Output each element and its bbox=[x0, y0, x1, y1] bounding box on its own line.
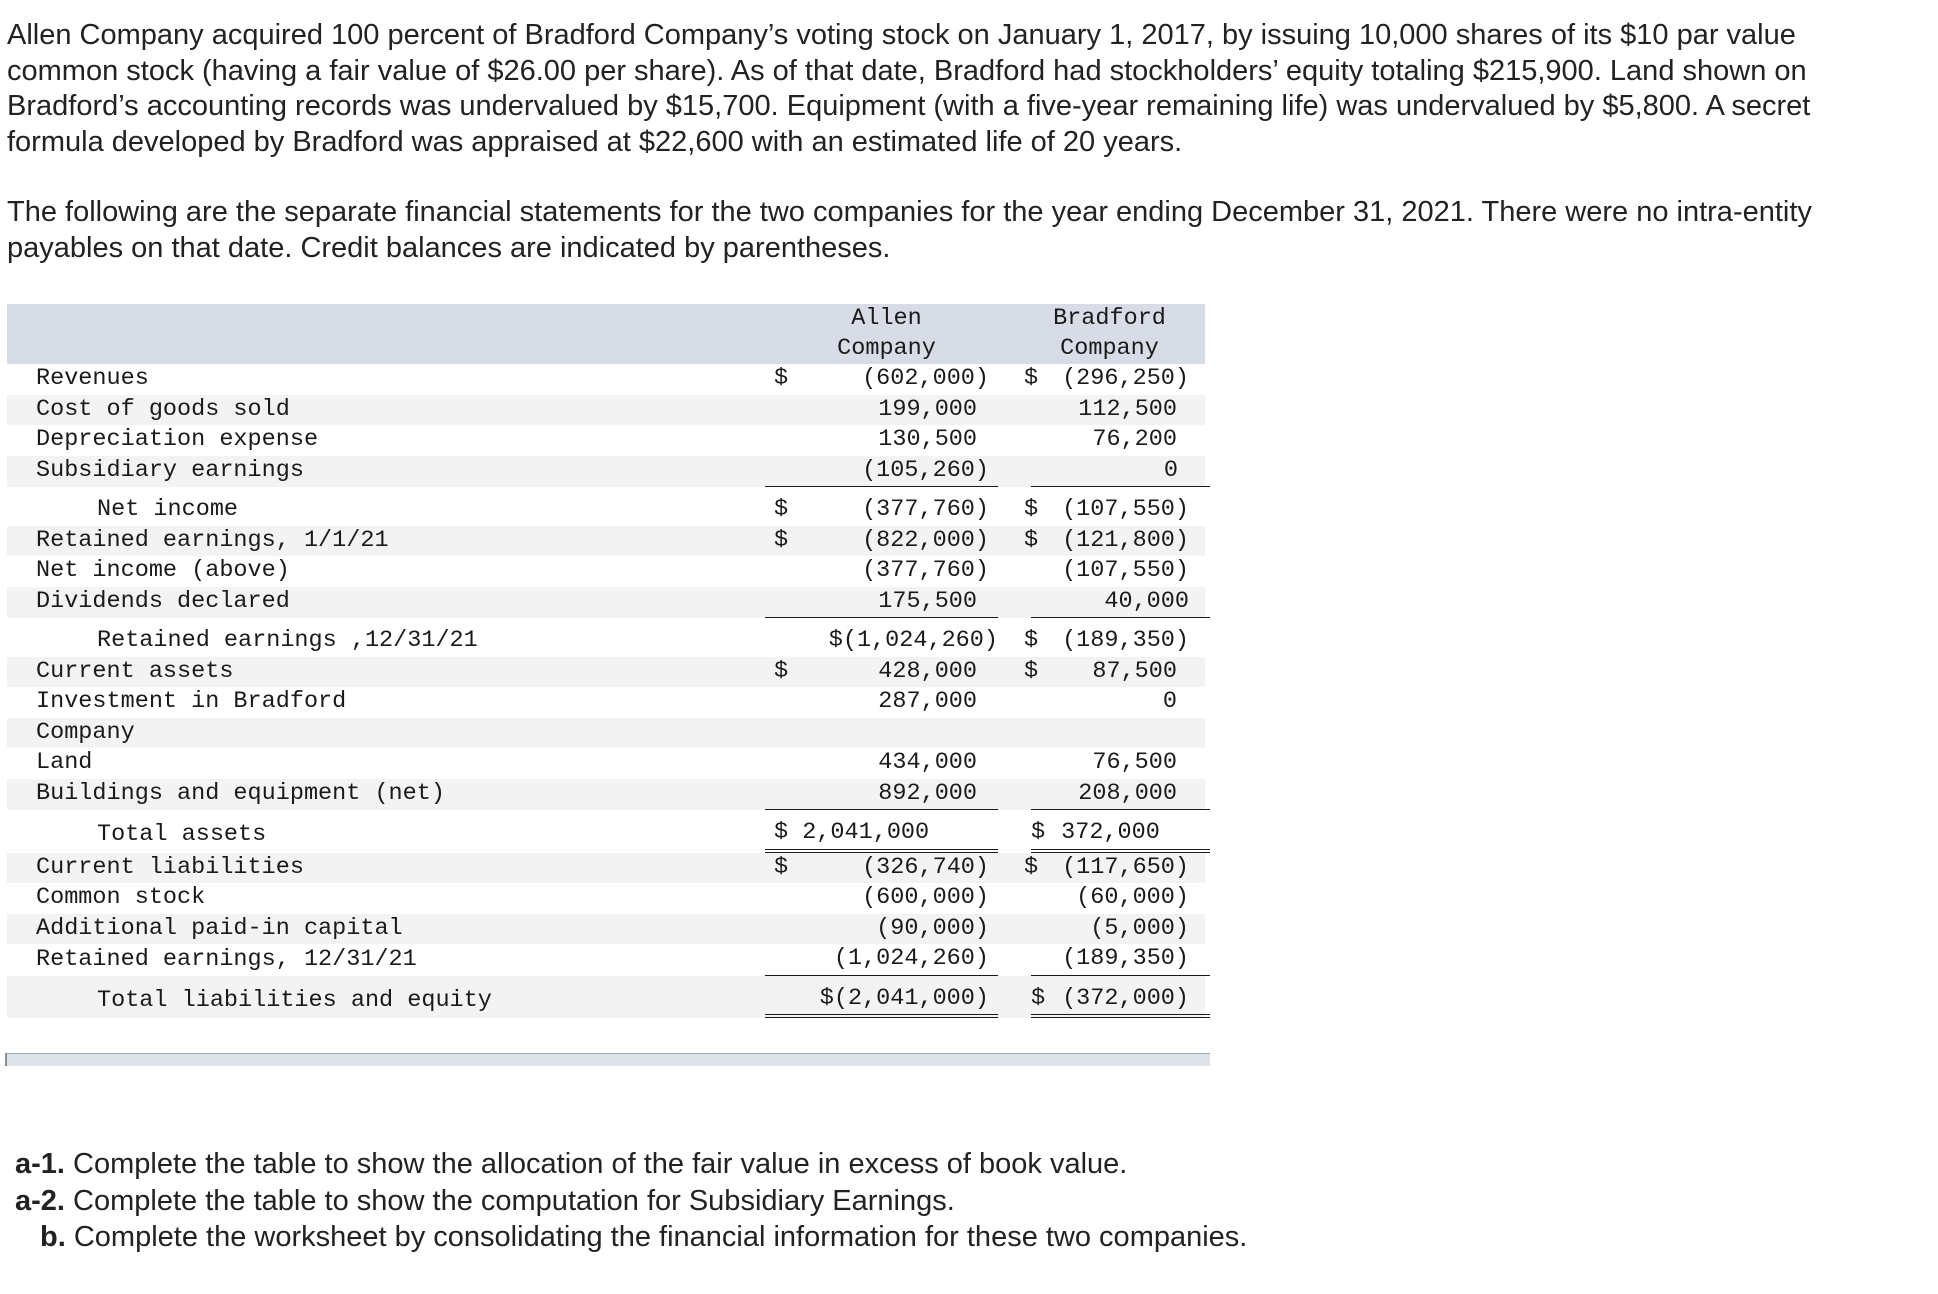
allen-dollar: $ bbox=[774, 365, 789, 392]
bradford-dollar: $ bbox=[1024, 526, 1039, 554]
row-label: Depreciation expense bbox=[36, 426, 319, 453]
bradford-value: (296,250) bbox=[1062, 365, 1189, 392]
allen-value: (602,000) bbox=[862, 365, 989, 392]
table-row bbox=[7, 944, 1205, 976]
allen-value: 892,000 bbox=[878, 779, 977, 807]
row-label: Current liabilities bbox=[7, 853, 759, 884]
question-a1 bbox=[15, 1146, 1247, 1183]
table-row bbox=[7, 526, 1205, 557]
table-row bbox=[7, 984, 1205, 1019]
header-blank bbox=[7, 304, 759, 334]
row-label: Net income bbox=[97, 496, 239, 523]
table-row bbox=[7, 883, 1205, 914]
allen-dollar: $ bbox=[774, 853, 789, 881]
row-label: Total liabilities and equity bbox=[7, 984, 759, 1019]
bradford-dollar: $ bbox=[1031, 984, 1046, 1012]
header-bradford-line1: Bradford bbox=[1014, 304, 1205, 334]
bradford-dollar: $ bbox=[1024, 365, 1039, 392]
table-row bbox=[7, 587, 1205, 619]
allen-dollar: $ bbox=[774, 657, 789, 685]
table-row bbox=[7, 718, 1205, 749]
table-row bbox=[7, 853, 1205, 884]
bradford-value: (107,550) bbox=[1062, 496, 1189, 523]
row-label: Retained earnings, 1/1/21 bbox=[7, 526, 759, 557]
bradford-dollar: $ bbox=[1031, 819, 1046, 846]
bradford-value: (107,550) bbox=[1062, 557, 1189, 584]
allen-value: $ 2,041,000 bbox=[774, 819, 930, 846]
row-label: Current assets bbox=[7, 657, 759, 688]
row-label: Subsidiary earnings bbox=[7, 456, 759, 488]
bradford-value: (5,000) bbox=[1090, 914, 1189, 942]
row-label: Common stock bbox=[36, 884, 206, 911]
allen-value: $(1,024,260) bbox=[828, 627, 998, 654]
allen-dollar: $ bbox=[774, 496, 789, 523]
bradford-value: 112,500 bbox=[1078, 395, 1177, 423]
allen-value: 130,500 bbox=[878, 426, 977, 453]
table-footer-bar bbox=[5, 1053, 1210, 1066]
bradford-value: (117,650) bbox=[1062, 853, 1189, 881]
question-a2 bbox=[15, 1183, 1247, 1220]
row-label: Retained earnings, 12/31/21 bbox=[36, 945, 417, 973]
allen-value: $(2,041,000) bbox=[819, 984, 989, 1012]
row-label: Revenues bbox=[36, 365, 149, 392]
allen-value: (377,760) bbox=[862, 496, 989, 523]
bradford-value: (60,000) bbox=[1076, 884, 1189, 911]
row-label-continued: Company bbox=[7, 718, 759, 749]
table-row bbox=[7, 495, 1205, 526]
table-row bbox=[7, 657, 1205, 688]
bradford-value: 40,000 bbox=[1104, 587, 1189, 615]
allen-value: 199,000 bbox=[878, 395, 977, 423]
row-label: Land bbox=[36, 749, 93, 776]
header-allen-line2: Company bbox=[759, 334, 1014, 364]
bradford-value: 208,000 bbox=[1078, 779, 1177, 807]
bradford-value: 0 bbox=[1162, 688, 1177, 715]
header-blank bbox=[7, 334, 759, 364]
bradford-dollar: $ bbox=[1024, 496, 1039, 523]
bradford-value: 87,500 bbox=[1092, 657, 1177, 685]
row-label: Net income (above) bbox=[36, 557, 290, 584]
question-a2-label: a-2. bbox=[15, 1184, 65, 1217]
table-row bbox=[7, 626, 1205, 657]
allen-value: (90,000) bbox=[876, 914, 989, 942]
header-bradford-line2: Company bbox=[1014, 334, 1205, 364]
question-a1-text: Complete the table to show the allocation of the fair value in excess of book value. bbox=[64, 1148, 1128, 1180]
table-row bbox=[7, 779, 1205, 811]
allen-value: 434,000 bbox=[878, 749, 977, 776]
table-row bbox=[7, 687, 1205, 718]
bradford-dollar: $ bbox=[1024, 657, 1039, 685]
row-label: Buildings and equipment (net) bbox=[7, 779, 759, 811]
row-label: Cost of goods sold bbox=[7, 395, 759, 426]
allen-value: (377,760) bbox=[862, 557, 989, 584]
allen-value: (822,000) bbox=[862, 526, 989, 554]
table-row bbox=[7, 556, 1205, 587]
allen-value: 428,000 bbox=[878, 657, 977, 685]
bradford-value: (189,350) bbox=[1062, 627, 1189, 654]
financial-statements-table bbox=[7, 304, 1205, 1018]
table-row bbox=[7, 914, 1205, 945]
question-a1-label: a-1. bbox=[15, 1148, 65, 1180]
row-label: Investment in Bradford bbox=[36, 688, 347, 715]
row-label: Dividends declared bbox=[7, 587, 759, 619]
row-label: Retained earnings ,12/31/21 bbox=[97, 627, 478, 654]
allen-value: (1,024,260) bbox=[833, 945, 989, 972]
bradford-value: 372,000 bbox=[1061, 819, 1160, 846]
allen-value: 175,500 bbox=[878, 587, 977, 615]
allen-value: (105,260) bbox=[862, 456, 989, 484]
bradford-value: (372,000) bbox=[1062, 984, 1189, 1012]
allen-value: 287,000 bbox=[878, 688, 977, 715]
row-label: Additional paid-in capital bbox=[7, 914, 759, 945]
allen-dollar: $ bbox=[774, 526, 789, 554]
allen-value: (326,740) bbox=[862, 853, 989, 881]
question-a2-text: Complete the table to show the computation for Subsidiary Earnings. bbox=[64, 1184, 955, 1217]
row-label: Total assets bbox=[97, 821, 267, 848]
bradford-value: (121,800) bbox=[1062, 526, 1189, 554]
bradford-dollar: $ bbox=[1024, 853, 1039, 881]
question-b-text: Complete the worksheet by consolidating the financial information for these two companies. bbox=[65, 1221, 1248, 1253]
question-b-label: b. bbox=[40, 1221, 66, 1253]
table-row bbox=[7, 818, 1205, 853]
header-allen-line1: Allen bbox=[759, 304, 1014, 334]
allen-value: (600,000) bbox=[862, 884, 989, 911]
table-row bbox=[7, 748, 1205, 779]
intro-paragraph-1: Allen Company acquired 100 percent of Bradford Company’s voting stock on January 1, 2017, by issuing 10,000 shares of its $10 par value common stock (having a fair value of $26.00 per share). As of that date, Bradford had stockholders’ equity totaling $215,900. Land shown on Bradford’s accounting records was undervalued by $15,700. Equipment (with a five-year remaining life) was undervalued by $5,800. A secret formula developed by Bradford was appraised at $22,600 with an estimated life of 20 years. bbox=[7, 19, 1811, 158]
bradford-value: 76,200 bbox=[1092, 426, 1177, 453]
table-row bbox=[7, 395, 1205, 426]
bradford-dollar: $ bbox=[1024, 627, 1039, 654]
table-row bbox=[7, 456, 1205, 488]
bradford-value: 0 bbox=[1163, 456, 1178, 484]
bradford-value: (189,350) bbox=[1062, 945, 1189, 972]
intro-paragraph-2: The following are the separate financial statements for the two companies for the year ending December 31, 2021. There were no intra-entity payables on that date. Credit balances are indicated by parentheses. bbox=[7, 196, 1812, 264]
question-list bbox=[15, 1146, 1247, 1256]
table-row bbox=[7, 364, 1205, 395]
question-b bbox=[15, 1219, 1247, 1256]
bradford-value: 76,500 bbox=[1092, 749, 1177, 776]
table-row bbox=[7, 425, 1205, 456]
